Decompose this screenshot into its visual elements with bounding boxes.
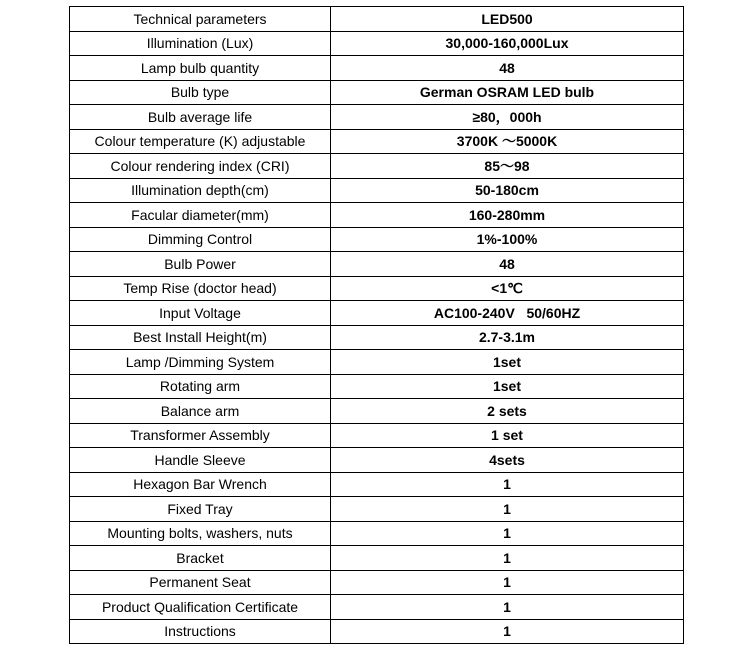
table-row — [70, 203, 684, 228]
table-row — [70, 570, 684, 595]
param-cell: Facular diameter(mm) — [70, 203, 331, 228]
value-cell: German OSRAM LED bulb — [331, 80, 684, 105]
param-cell: Mounting bolts, washers, nuts — [70, 521, 331, 546]
table-row — [70, 350, 684, 375]
param-cell: Fixed Tray — [70, 497, 331, 522]
value-cell: 3700K ～5000K — [331, 129, 684, 154]
table-row — [70, 276, 684, 301]
table-row — [70, 497, 684, 522]
value-cell: 48 — [331, 56, 684, 81]
value-cell: 1 — [331, 497, 684, 522]
value-cell: AC100-240V 50/60HZ — [331, 301, 684, 326]
value-cell: 1 — [331, 619, 684, 644]
value-cell: 2 sets — [331, 399, 684, 424]
value-cell: 1 — [331, 546, 684, 571]
param-cell: Bulb average life — [70, 105, 331, 130]
table-row — [70, 423, 684, 448]
value-cell: 1 — [331, 570, 684, 595]
value-cell: 2.7-3.1m — [331, 325, 684, 350]
table-row — [70, 374, 684, 399]
table-row — [70, 154, 684, 179]
table-row — [70, 105, 684, 130]
table-row — [70, 301, 684, 326]
value-cell: 1 set — [331, 423, 684, 448]
param-cell: Hexagon Bar Wrench — [70, 472, 331, 497]
table-row — [70, 521, 684, 546]
param-cell: Illumination depth(cm) — [70, 178, 331, 203]
value-cell: 50-180cm — [331, 178, 684, 203]
table-row — [70, 399, 684, 424]
param-cell: Lamp bulb quantity — [70, 56, 331, 81]
table-row — [70, 595, 684, 620]
value-cell: 1 — [331, 472, 684, 497]
value-cell: 160-280mm — [331, 203, 684, 228]
param-cell: Colour rendering index (CRI) — [70, 154, 331, 179]
param-cell: Temp Rise (doctor head) — [70, 276, 331, 301]
value-cell: <1℃ — [331, 276, 684, 301]
value-cell: 1 — [331, 521, 684, 546]
param-cell: Transformer Assembly — [70, 423, 331, 448]
param-cell: Input Voltage — [70, 301, 331, 326]
spec-table-body — [70, 7, 684, 644]
table-row — [70, 472, 684, 497]
table-row — [70, 448, 684, 473]
table-row — [70, 227, 684, 252]
value-cell: 1set — [331, 374, 684, 399]
param-cell: Best Install Height(m) — [70, 325, 331, 350]
param-cell: Bulb Power — [70, 252, 331, 277]
table-row — [70, 252, 684, 277]
table-row — [70, 7, 684, 32]
param-cell: Balance arm — [70, 399, 331, 424]
value-cell: 85～98 — [331, 154, 684, 179]
table-row — [70, 80, 684, 105]
value-cell: ≥80，000h — [331, 105, 684, 130]
param-cell: Permanent Seat — [70, 570, 331, 595]
param-cell: Colour temperature (K) adjustable — [70, 129, 331, 154]
param-cell: Product Qualification Certificate — [70, 595, 331, 620]
param-cell: Dimming Control — [70, 227, 331, 252]
param-cell: Instructions — [70, 619, 331, 644]
param-cell: Rotating arm — [70, 374, 331, 399]
table-row — [70, 325, 684, 350]
spec-table — [69, 6, 684, 644]
table-row — [70, 31, 684, 56]
table-row — [70, 546, 684, 571]
param-cell: Bulb type — [70, 80, 331, 105]
param-cell: Illumination (Lux) — [70, 31, 331, 56]
value-cell: 48 — [331, 252, 684, 277]
table-row — [70, 619, 684, 644]
value-cell: LED500 — [331, 7, 684, 32]
value-cell: 30,000-160,000Lux — [331, 31, 684, 56]
value-cell: 1set — [331, 350, 684, 375]
value-cell: 4sets — [331, 448, 684, 473]
param-cell: Bracket — [70, 546, 331, 571]
table-row — [70, 129, 684, 154]
param-cell: Technical parameters — [70, 7, 331, 32]
table-row — [70, 178, 684, 203]
table-row — [70, 56, 684, 81]
value-cell: 1%-100% — [331, 227, 684, 252]
param-cell: Handle Sleeve — [70, 448, 331, 473]
param-cell: Lamp /Dimming System — [70, 350, 331, 375]
value-cell: 1 — [331, 595, 684, 620]
